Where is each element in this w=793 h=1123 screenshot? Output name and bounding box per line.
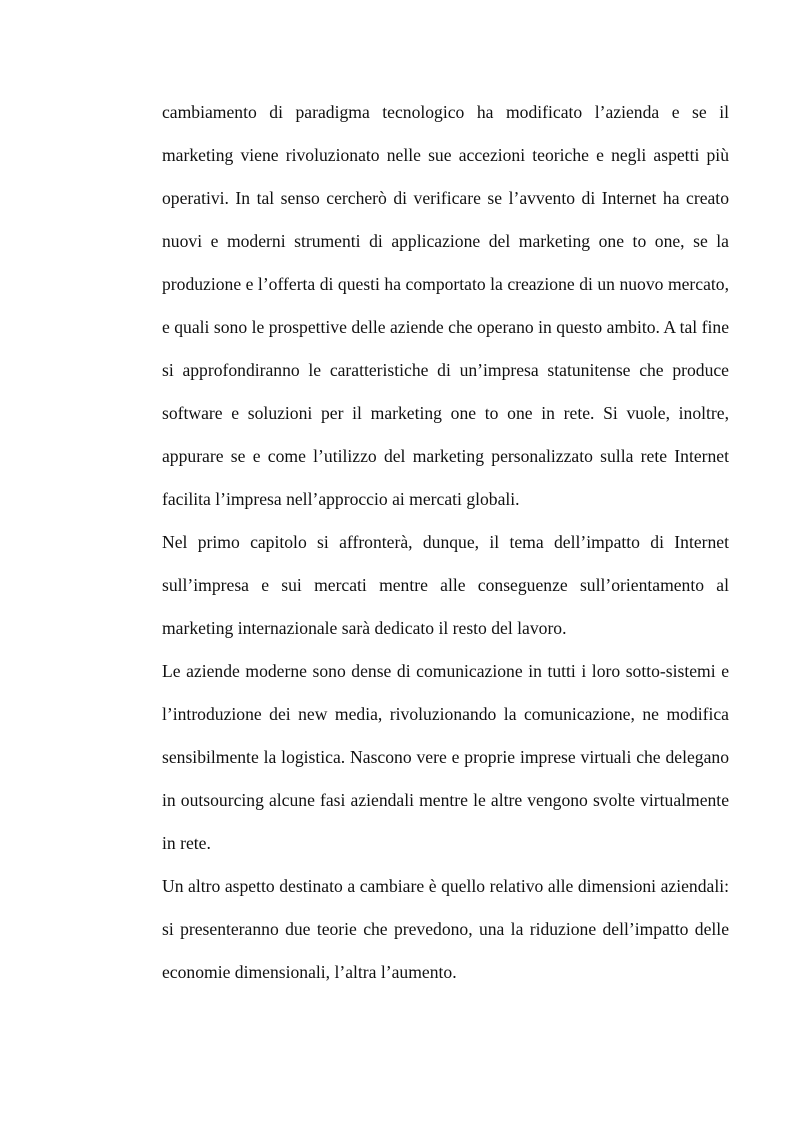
body-text <box>162 91 729 994</box>
paragraph-4: Un altro aspetto destinato a cambiare è quello relativo alle dimensioni aziendali: si presenteranno due teorie che prevedono, una la riduzione dell’impatto delle economie dimensionali, l’altra l’aumento. <box>162 876 729 982</box>
paragraph-2: Nel primo capitolo si affronterà, dunque, il tema dell’impatto di Internet sull’impresa e sui mercati mentre alle conseguenze sull’orientamento al marketing internazionale sarà dedicato il resto del lavoro. <box>162 532 729 638</box>
paragraph-3: Le aziende moderne sono dense di comunicazione in tutti i loro sotto-sistemi e l’introduzione dei new media, rivoluzionando la comunicazione, ne modifica sensibilmente la logistica. Nascono vere e proprie imprese virtuali che delegano in outsourcing alcune fasi aziendali mentre le altre vengono svolte virtualmente in rete. <box>162 661 729 853</box>
paragraph-1: cambiamento di paradigma tecnologico ha modificato l’azienda e se il marketing viene rivoluzionato nelle sue accezioni teoriche e negli aspetti più operativi. In tal senso cercherò di verificare se l’avvento di Internet ha creato nuovi e moderni strumenti di applicazione del marketing one to one, se la produzione e l’offerta di questi ha comportato la creazione di un nuovo mercato, e quali sono le prospettive delle aziende che operano in questo ambito. A tal fine si approfondiranno le caratteristiche di un’impresa statunitense che produce software e soluzioni per il marketing one to one in rete. Si vuole, inoltre, appurare se e come l’utilizzo del marketing personalizzato sulla rete Internet facilita l’impresa nell’approccio ai mercati globali. <box>162 102 729 509</box>
